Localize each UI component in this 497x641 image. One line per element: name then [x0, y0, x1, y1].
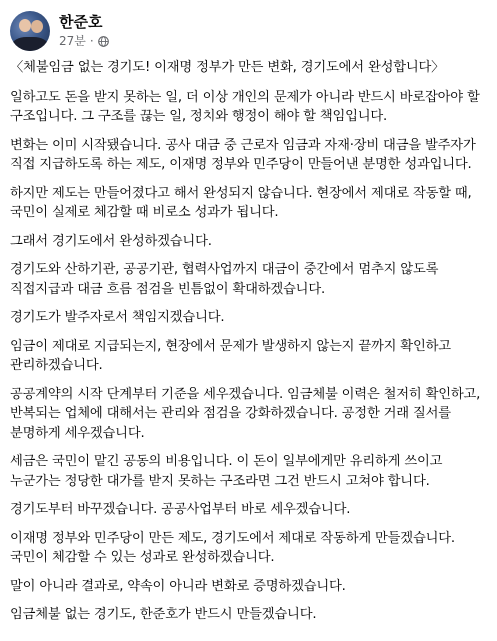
avatar[interactable] [10, 11, 50, 51]
post-subline [59, 33, 109, 49]
post-paragraph: 일하고도 돈을 받지 못하는 일, 더 이상 개인의 문제가 아니라 반드시 바로잡아야 할 구조입니다. 그 구조를 끊는 일, 정치와 행정이 해야 할 책임입니다. [10, 89, 480, 124]
post-title-line: 〈체불임금 없는 경기도! 이재명 정부가 만든 변화, 경기도에서 완성합니다〉 [10, 60, 445, 75]
post-timestamp[interactable]: 27분 [59, 34, 86, 48]
post-paragraph: 변화는 이미 시작됐습니다. 공사 대금 중 근로자 임금과 자재·장비 대금을 발주자가 직접 지급하도록 하는 제도, 이재명 정부와 민주당이 만들어낸 분명한 성과입니다. [10, 137, 476, 172]
post-paragraph: 세금은 국민이 맡긴 공동의 비용입니다. 이 돈이 일부에게만 유리하게 쓰이고 누군가는 정당한 대가를 받지 못하는 구조라면 그건 반드시 고쳐야 합니다. [10, 454, 443, 489]
post-paragraph: 말이 아니라 결과로, 약속이 아니라 변화로 증명하겠습니다. [10, 578, 346, 594]
post-body [10, 58, 487, 625]
post-paragraph: 하지만 제도는 만들어졌다고 해서 완성되지 않습니다. 현장에서 제대로 작동할 때, 국민이 실제로 체감할 때 비로소 성과가 됩니다. [10, 185, 472, 220]
post-header [10, 8, 487, 54]
author-name[interactable]: 한준호 [59, 13, 103, 31]
post-paragraph: 공공계약의 시작 단계부터 기준을 세우겠습니다. 임금체불 이력은 철저히 확인하고, 반복되는 업체에 대해서는 관리와 점검을 강화하겠습니다. 공정한 거래 질서를 분명하게 세우겠습니다. [10, 386, 481, 441]
post-meta [59, 13, 109, 49]
post-paragraph: 이재명 정부와 민주당이 만든 제도, 경기도에서 제대로 작동하게 만들겠습니다. 국민이 체감할 수 있는 성과로 완성하겠습니다. [10, 530, 455, 565]
post-paragraph: 경기도와 산하기관, 공공기관, 협력사업까지 대금이 중간에서 멈추지 않도록 직접지급과 대금 흐름 점검을 빈틈없이 확대하겠습니다. [10, 262, 439, 297]
meta-separator: · [89, 34, 94, 48]
post-paragraph: 경기도가 발주자로서 책임지겠습니다. [10, 310, 225, 325]
post-paragraph: 임금체불 없는 경기도, 한준호가 반드시 만들겠습니다. [10, 607, 317, 622]
post-paragraph: 경기도부터 바꾸겠습니다. 공공사업부터 바로 세우겠습니다. [10, 502, 351, 517]
post-paragraph: 임금이 제대로 지급되는지, 현장에서 문제가 발생하지 않는지 끝까지 확인하고 관리하겠습니다. [10, 338, 451, 373]
globe-icon[interactable] [98, 36, 109, 47]
post-paragraph: 그래서 경기도에서 완성하겠습니다. [10, 233, 212, 249]
